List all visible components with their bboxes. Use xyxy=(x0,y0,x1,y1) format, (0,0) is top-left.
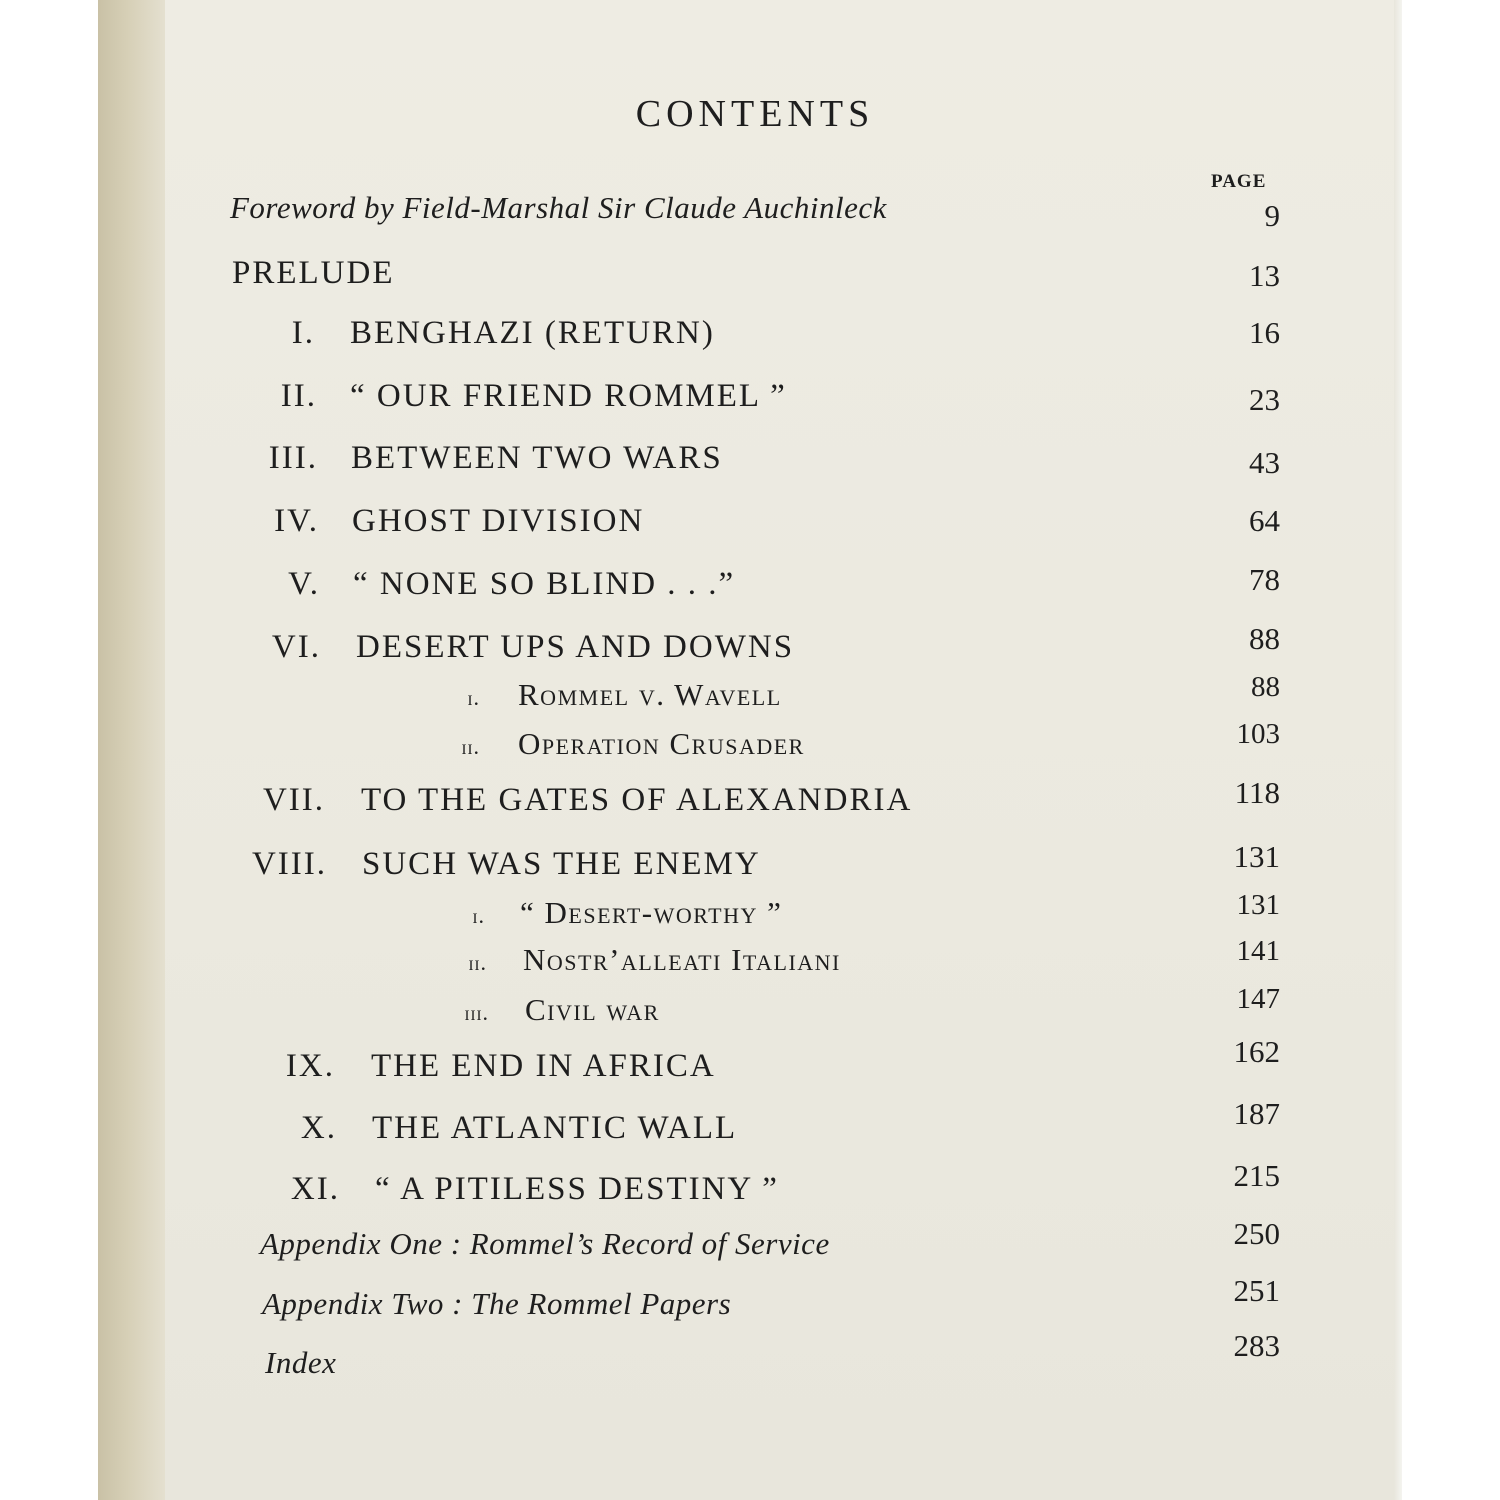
toc-chapter-9 xyxy=(165,1034,1402,1098)
toc-section-number: ii. xyxy=(468,950,487,975)
toc-entry-index xyxy=(165,1328,1402,1395)
toc-entry-page: 187 xyxy=(1233,1096,1280,1131)
toc-chapter-number: III. xyxy=(268,440,318,476)
toc-chapter-number: I. xyxy=(291,315,315,351)
toc-section-number: i. xyxy=(467,685,480,710)
toc-entry-page: 78 xyxy=(1249,562,1280,597)
toc-entry-title: Appendix One : Rommel’s Record of Service xyxy=(260,1226,830,1261)
toc-section-number: i. xyxy=(472,903,485,928)
toc-entry-page: 9 xyxy=(1264,198,1280,233)
toc-entry-page: 215 xyxy=(1233,1158,1280,1193)
toc-entry-title: Civil war xyxy=(525,992,660,1027)
toc-entry-title: BETWEEN TWO WARS xyxy=(351,440,723,476)
toc-entry-title: “ NONE SO BLIND . . .” xyxy=(353,566,736,602)
toc-entry-title: TO THE GATES OF ALEXANDRIA xyxy=(361,782,913,818)
toc-entry-title: Rommel v. Wavell xyxy=(518,677,782,712)
toc-section-number: iii. xyxy=(464,1000,489,1025)
toc-chapter-number: XI. xyxy=(290,1171,340,1207)
toc-entry-page: 250 xyxy=(1233,1216,1280,1251)
toc-entry-page: 283 xyxy=(1233,1328,1280,1363)
toc-entry-page: 141 xyxy=(1236,935,1280,967)
toc-entry-title: Nostr’alleati Italiani xyxy=(523,942,841,977)
page-column-label: PAGE xyxy=(1211,171,1267,192)
toc-entry-page: 88 xyxy=(1251,671,1280,703)
toc-chapter-10 xyxy=(165,1096,1402,1160)
toc-entry-title: GHOST DIVISION xyxy=(352,503,645,539)
toc-entry-appendix-one xyxy=(165,1216,1402,1276)
toc-entry-title: Appendix Two : The Rommel Papers xyxy=(262,1286,732,1321)
toc-chapter-2 xyxy=(165,378,1402,428)
toc-chapter-number: IV. xyxy=(274,503,319,539)
toc-chapter-4 xyxy=(165,503,1402,553)
toc-entry-page: 131 xyxy=(1236,889,1280,921)
toc-entry-page: 23 xyxy=(1249,382,1280,417)
toc-entry-page: 16 xyxy=(1249,315,1280,350)
toc-chapter-7 xyxy=(165,775,1402,832)
toc-entry-title: SUCH WAS THE ENEMY xyxy=(362,846,761,882)
toc-entry-title: Foreword by Field-Marshal Sir Claude Auchinleck xyxy=(230,190,887,225)
toc-chapter-number: VIII. xyxy=(251,846,327,882)
toc-section-number: ii. xyxy=(461,734,480,759)
toc-section-6-2 xyxy=(165,718,1402,776)
toc-entry-page: 131 xyxy=(1233,839,1280,874)
toc-entry-title: DESERT UPS AND DOWNS xyxy=(356,629,795,665)
toc-entry-page: 88 xyxy=(1249,621,1280,656)
toc-entry-page: 162 xyxy=(1233,1034,1280,1069)
toc-entry-title: Index xyxy=(265,1345,337,1380)
toc-entry-page: 64 xyxy=(1249,503,1280,538)
toc-entry-page: 147 xyxy=(1236,983,1280,1015)
toc-chapter-number: VII. xyxy=(262,782,325,818)
toc-entry-title: Operation Crusader xyxy=(518,726,805,761)
book-gutter xyxy=(98,0,170,1500)
toc-entry-title: BENGHAZI (RETURN) xyxy=(350,315,715,351)
toc-entry-title: “ Desert-worthy ” xyxy=(520,895,783,930)
toc-entry-title: “ A PITILESS DESTINY ” xyxy=(375,1171,779,1207)
toc-chapter-5 xyxy=(165,562,1402,616)
toc-entry-foreword xyxy=(165,190,1402,240)
toc-entry-page: 43 xyxy=(1249,445,1280,480)
toc-chapter-number: IX. xyxy=(285,1048,335,1084)
toc-chapter-1 xyxy=(165,315,1402,365)
toc-chapter-number: X. xyxy=(300,1110,337,1146)
toc-entry-title: PRELUDE xyxy=(232,255,395,291)
toc-entry-title: “ OUR FRIEND ROMMEL ” xyxy=(350,378,787,414)
toc-entry-title: THE END IN AFRICA xyxy=(371,1048,716,1084)
toc-chapter-number: VI. xyxy=(271,629,321,665)
toc-entry-page: 118 xyxy=(1234,775,1280,810)
toc-entry-page: 251 xyxy=(1233,1273,1280,1308)
page-title: CONTENTS xyxy=(635,93,875,135)
book-page xyxy=(165,0,1402,1500)
toc-entry-title: THE ATLANTIC WALL xyxy=(372,1110,738,1146)
toc-entry-prelude xyxy=(165,255,1402,305)
toc-chapter-3 xyxy=(165,440,1402,490)
toc-chapter-number: II. xyxy=(280,378,317,414)
toc-entry-page: 13 xyxy=(1249,258,1280,293)
toc-chapter-number: V. xyxy=(288,566,320,602)
toc-chapter-11 xyxy=(165,1158,1402,1221)
toc-entry-page: 103 xyxy=(1236,718,1280,750)
